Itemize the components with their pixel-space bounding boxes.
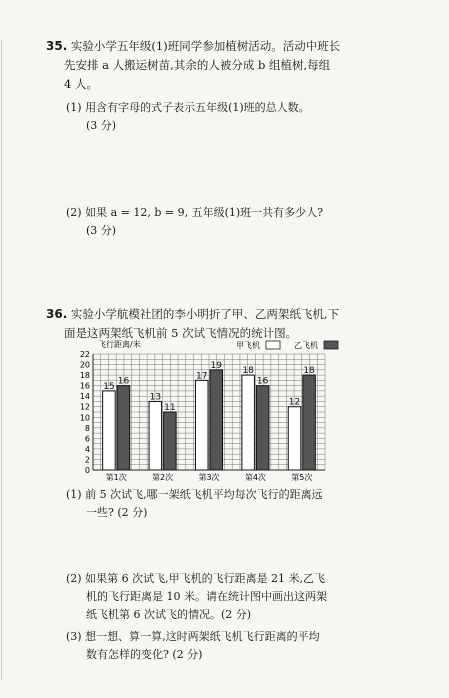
- q35-stem-3: 4 人。: [64, 77, 98, 91]
- q36-part1-line1: (1) 前 5 次试飞,哪一架纸飞机平均每次飞行的距离远: [66, 488, 323, 501]
- bar-jia: [149, 401, 162, 470]
- y-tick-label: 14: [79, 392, 90, 402]
- x-tick-label: 第4次: [244, 473, 266, 482]
- data-label-yi: 19: [210, 360, 222, 371]
- y-tick-label: 2: [84, 455, 90, 465]
- q36-part3-line2: 数有怎样的变化? (2 分): [86, 648, 203, 661]
- data-label-jia: 12: [288, 397, 301, 408]
- bar-yi: [164, 412, 177, 470]
- q35-number: 35.: [46, 39, 68, 53]
- data-label-yi: 16: [117, 376, 130, 387]
- data-label-jia: 17: [196, 371, 208, 382]
- chart-legend: [236, 340, 338, 350]
- y-tick-label: 18: [79, 371, 90, 381]
- q36-stem-2: 面是这两架纸飞机前 5 次试飞情况的统计图。: [64, 326, 298, 340]
- y-tick-label: 22: [79, 350, 90, 359]
- bar-yi: [117, 386, 130, 470]
- y-tick-label: 12: [79, 402, 90, 412]
- q36-part2-line3: 纸飞机第 6 次试飞的情况。(2 分): [86, 608, 252, 621]
- bar-jia: [195, 380, 208, 470]
- y-tick-label: 20: [79, 360, 90, 370]
- q35-stem-1: 实验小学五年级(1)班同学参加植树活动。活动中班长: [70, 39, 341, 53]
- q36-part2-line2: 机的飞行距离是 10 米。请在统计图中画出这两架: [86, 590, 327, 603]
- legend-label-yi: 乙飞机: [294, 341, 318, 350]
- x-tick-label: 第5次: [291, 473, 313, 482]
- y-tick-label: 6: [84, 434, 90, 444]
- x-tick-label: 第1次: [105, 473, 127, 482]
- data-label-yi: 18: [303, 366, 315, 377]
- bar-jia: [288, 407, 301, 470]
- q35-part1: (1) 用含有字母的式子表示五年级(1)班的总人数。: [66, 101, 310, 114]
- bar-jia: [103, 391, 116, 470]
- q36-stem-1: 实验小学航模社团的李小明折了甲、乙两架纸飞机,下: [70, 307, 340, 321]
- q36-number: 36.: [46, 307, 68, 321]
- y-tick-label: 8: [84, 423, 90, 433]
- bar-yi: [303, 375, 316, 470]
- data-label-yi: 11: [164, 403, 176, 413]
- bar-jia: [242, 375, 255, 470]
- legend-swatch-jia: [266, 341, 280, 349]
- q36-part2-line1: (2) 如果第 6 次试飞,甲飞机的飞行距离是 21 米,乙飞: [66, 572, 326, 585]
- x-tick-label: 第3次: [198, 473, 220, 482]
- chart-y-axis-label: 飞行距离/米: [98, 340, 141, 349]
- data-label-jia: 13: [149, 392, 162, 403]
- bar-yi: [210, 370, 223, 470]
- y-tick-label: 0: [84, 466, 90, 475]
- q35-part2: (2) 如果 a = 12, b = 9, 五年级(1)班一共有多少人?: [66, 206, 324, 219]
- q35-part2-score: (3 分): [86, 224, 117, 237]
- q36-part3-line1: (3) 想一想、算一算,这时两架纸飞机飞行距离的平均: [66, 630, 320, 643]
- q35-part1-score: (3 分): [86, 119, 117, 132]
- x-tick-label: 第2次: [152, 473, 174, 482]
- data-label-yi: 16: [256, 376, 269, 387]
- data-label-jia: 18: [242, 366, 254, 377]
- y-tick-label: 16: [79, 381, 90, 391]
- data-label-jia: 15: [103, 381, 115, 392]
- y-tick-label: 10: [79, 413, 90, 423]
- bar-yi: [256, 386, 269, 470]
- y-tick-label: 4: [84, 444, 90, 454]
- q35-stem-2: 先安排 a 人搬运树苗,其余的人被分成 b 组植树,每组: [64, 58, 331, 72]
- legend-label-jia: 甲飞机: [236, 341, 260, 350]
- legend-swatch-yi: [324, 341, 338, 349]
- q36-part1-line2: 一些? (2 分): [86, 506, 148, 519]
